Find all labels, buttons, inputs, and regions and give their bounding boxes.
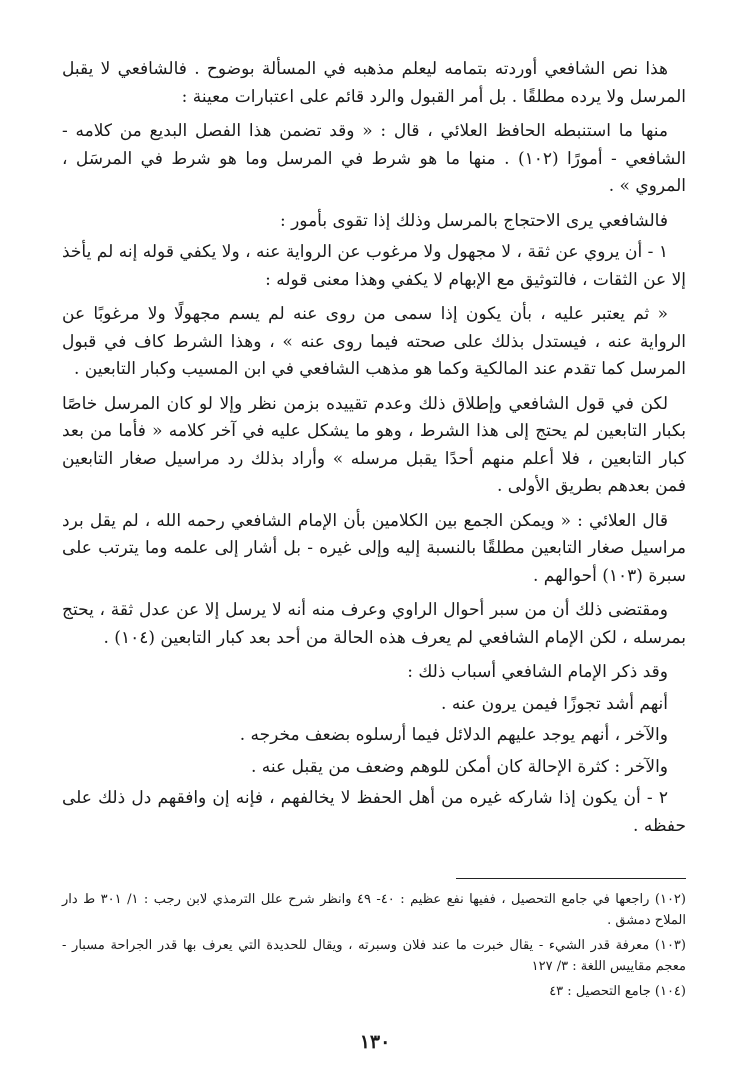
footnote: (١٠٢) راجعها في جامع التحصيل ، ففيها نفع عظيم : ٤٠- ٤٩ وانظر شرح علل الترمذي لابن رجب : ١/ ٣٠١ ط دار الملاح دمشق . (62, 892, 686, 928)
paragraph: فالشافعي يرى الاحتجاج بالمرسل وذلك إذا تقوى بأمور : (279, 210, 668, 231)
page-number: ١٣٠ (359, 1031, 391, 1053)
quote-paragraph: قال العلائي : « ويمكن الجمع بين الكلامين بأن الإمام الشافعي رحمه الله ، لم يقل برد مراسيل صغار التابعين مطلقًا بالنسبة إليه وإلى غيره - بل أشار إلى علمه وما يترتب على سبرة (١٠٣) أحوالهم . (62, 510, 686, 586)
main-text (62, 56, 686, 847)
paragraph: وقد ذكر الإمام الشافعي أسباب ذلك : (407, 662, 668, 682)
paragraph: ومقتضى ذلك أن من سبر أحوال الراوي وعرف منه أنه لا يرسل إلا عن عدل ثقة ، يحتج بمرسله ، لكن الإمام الشافعي لم يعرف هذه الحالة من أحد بعد كبار التابعين (١٠٤) . (62, 600, 686, 648)
paragraph: منها ما استنبطه الحافظ العلائي ، قال : « وقد تضمن هذا الفصل البديع من كلامه - الشافعي - أمورًا (١٠٢) . منها ما هو شرط في المرسل وما هو شرط في المرسَل ، المروي » . (62, 121, 686, 196)
list-item: أنهم أشد تجوزًا فيمن يرون عنه . (441, 693, 668, 714)
footnote-divider (456, 878, 686, 879)
quote-paragraph: « ثم يعتبر عليه ، بأن يكون إذا سمى من روى عنه لم يسم مجهولًا ولا مرغوبًا عن الرواية عنه ، فيستدل بذلك على صحته فيما روى عنه » ، وهذا الشرط كاف في قبول المرسل كما تقدم عند المالكية وكما هو مذهب الشافعي في ابن المسيب وكبار التابعين . (62, 304, 686, 379)
footnote: (١٠٣) معرفة قدر الشيء - يقال خبرت ما عند فلان وسبرته ، ويقال للحديدة التي يعرف بها قدر الجراحة مسبار - معجم مقاييس اللغة : ٣/ ١٢٧ (62, 938, 686, 974)
footnotes (62, 889, 686, 1006)
footnote: (١٠٤) جامع التحصيل : ٤٣ (549, 984, 686, 999)
list-item: والآخر ، أنهم يوجد عليهم الدلائل فيما أرسلوه بضعف مخرجه . (239, 725, 668, 745)
paragraph: ٢ - أن يكون إذا شاركه غيره من أهل الحفظ لا يخالفهم ، فإنه إن وافقهم دل ذلك على حفظه . (62, 788, 686, 836)
paragraph: هذا نص الشافعي أوردته بتمامه ليعلم مذهبه في المسألة بوضوح . فالشافعي لا يقبل المرسل ولا يرده مطلقًا . بل أمر القبول والرد قائم على اعتبارات معينة : (62, 59, 686, 107)
paragraph: لكن في قول الشافعي وإطلاق ذلك وعدم تقييده بزمن نظر وإلا لو كان المرسل خاصًا بكبار التابعين لم يحتج إلى هذا الشرط ، وهو ما يشكل عليه في آخر كلامه « فأما من بعد كبار التابعين ، فلا أعلم منهم أحدًا يقبل مرسله » وأراد بذلك رد مراسيل صغار التابعين فمن بعدهم بطريق الأولى . (62, 393, 686, 496)
list-item: والآخر : كثرة الإحالة كان أمكن للوهم وضعف من يقبل عنه . (251, 756, 668, 777)
paragraph: ١ - أن يروي عن ثقة ، لا مجهول ولا مرغوب عن الرواية عنه ، ولا يكفي قوله إنه لم يأخذ إلا عن الثقات ، فالتوثيق مع الإبهام لا يكفي وهذا معنى قوله : (62, 242, 686, 290)
